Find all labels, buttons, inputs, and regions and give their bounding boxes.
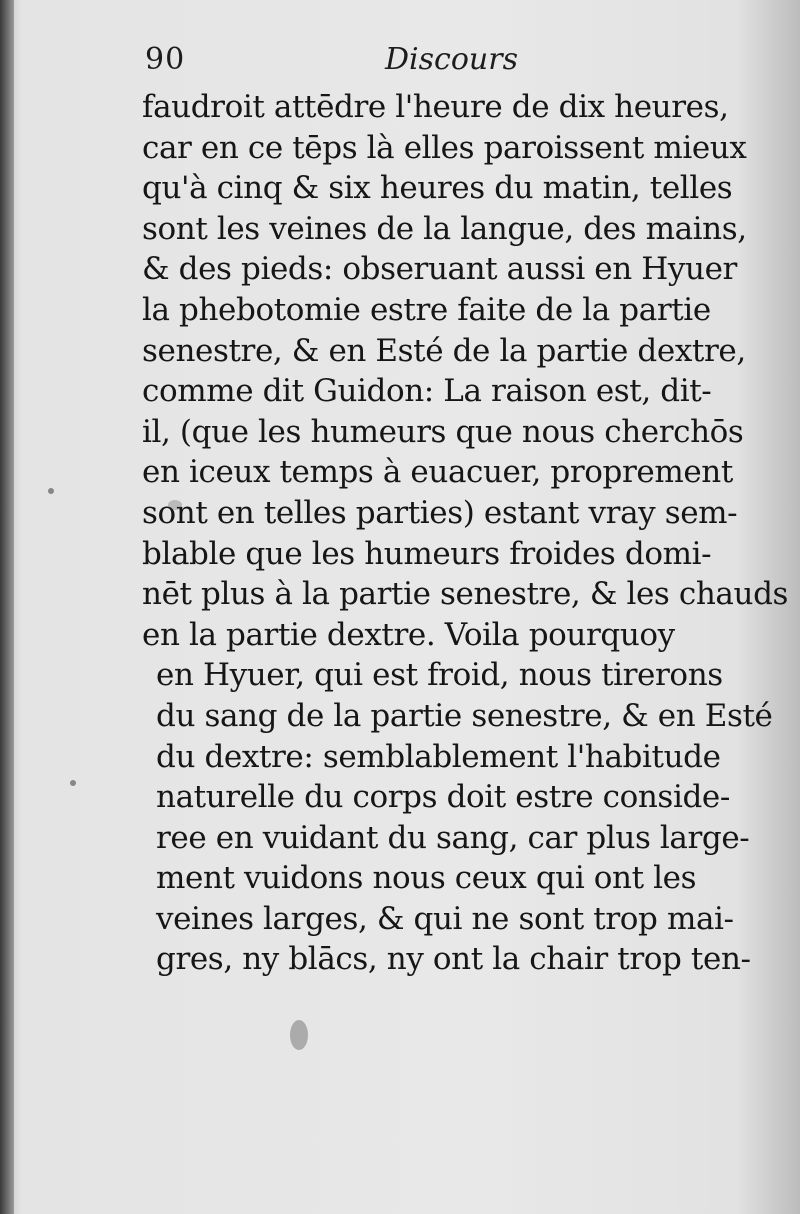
page-number: 90 [145,42,186,77]
text-line: car en ce tēps là elles paroissent mieux [142,129,747,166]
page-gutter [0,0,14,1214]
text-line: la phebotomie estre faite de la partie [142,291,711,328]
text-line: naturelle du corps doit estre conside- [156,779,730,816]
text-line: veines larges, & qui ne sont trop mai- [156,900,734,937]
text-line: en iceux temps à euacuer, proprement [142,454,733,491]
text-line: sont en telles parties) estant vray sem- [142,494,738,531]
text-line: qu'à cinq & six heures du matin, telles [142,170,733,207]
text-line: en la partie dextre. Voila pourquoy [142,616,675,653]
text-line: sont les veines de la langue, des mains, [142,210,747,247]
text-line: blable que les humeurs froides domi- [142,535,712,572]
text-line: du sang de la partie senestre, & en Esté [156,697,773,734]
ink-smudge [70,780,76,786]
text-line: faudroit attēdre l'heure de dix heures, [142,89,729,125]
text-line: du dextre: semblablement l'habitude [156,738,721,775]
text-line: en Hyuer, qui est froid, nous tirerons [156,657,723,694]
ink-smudge [168,500,182,510]
ink-smudge [290,1020,308,1050]
text-line: comme dit Guidon: La raison est, dit- [142,373,712,410]
running-head: Discours [385,42,518,77]
text-line: nēt plus à la partie senestre, & les chauds [142,576,789,613]
ink-smudge [48,488,54,494]
text-line: senestre, & en Esté de la partie dextre, [142,332,746,369]
text-line: il, (que les humeurs que nous cherchōs [142,413,744,450]
body-text [142,87,789,980]
text-line: ment vuidons nous ceux qui ont les [156,860,697,897]
text-line: ree en vuidant du sang, car plus large- [156,819,750,856]
text-line: gres, ny blācs, ny ont la chair trop ten- [156,941,751,978]
text-line: & des pieds: obseruant aussi en Hyuer [142,251,737,288]
page-header [145,42,745,88]
